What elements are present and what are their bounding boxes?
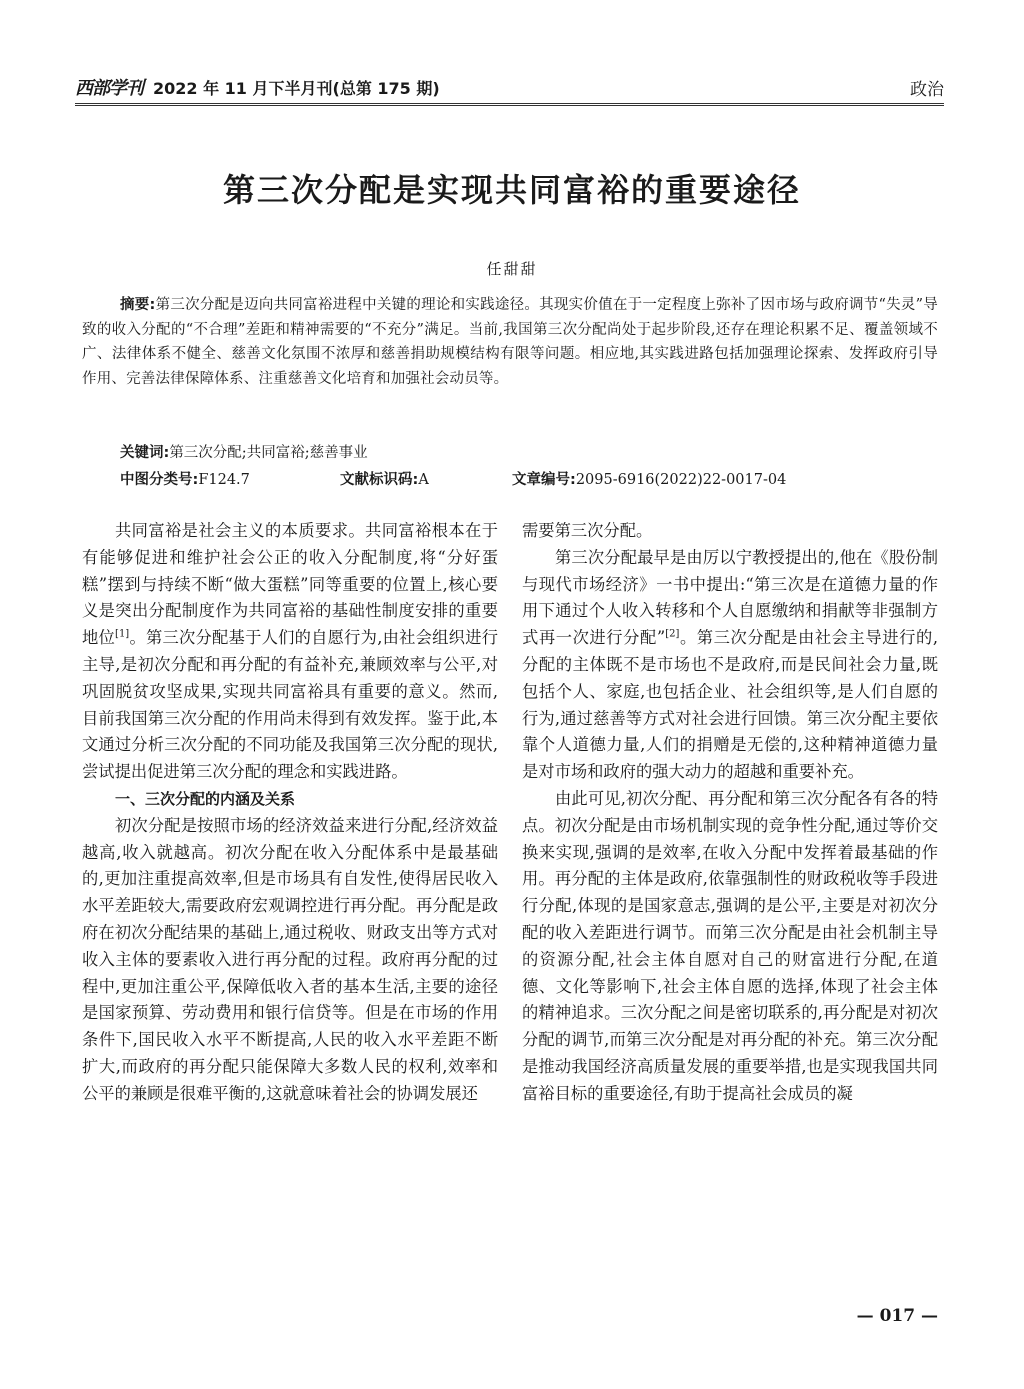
article-number-label: 文章编号: bbox=[512, 472, 576, 488]
article-author: 任甜甜 bbox=[486, 260, 538, 278]
body-column-right bbox=[522, 518, 938, 1108]
section-heading: 一、三次分配的内涵及关系 bbox=[115, 789, 296, 808]
abstract-text: 第三次分配是迈向共同富裕进程中关键的理论和实践途径。其现实价值在于一定程度上弥补了因市场与政府调节“失灵”导致的收入分配的“不合理”差距和精神需要的“不充分”满足。当前,我国第三次分配尚处于起步阶段,还存在理论积累不足、覆盖领域不广、法律体系不健全、慈善文化氛围不浓厚和慈善捐助规模结构有限等问题。相应地,其实践进路包括加强理论探索、发挥政府引导作用、完善法律保障体系、注重慈善文化培育和加强社会动员等。 bbox=[82, 297, 938, 387]
citation-ref: [2] bbox=[665, 628, 680, 640]
clc-value: F124.7 bbox=[198, 472, 250, 488]
keywords-label: 关键词: bbox=[120, 445, 170, 461]
clc-code bbox=[120, 468, 250, 489]
paragraph-text: 。第三次分配是由社会主导进行的,分配的主体既不是市场也不是政府,而是民间社会力量,既包括个人、家庭,也包括企业、社会组织等,是人们自愿的行为,通过慈善等方式对社会进行回馈。第三次分配主要依靠个人道德力量,人们的捐赠是无偿的,这种精神道德力量是对市场和政府的强大动力的超越和重要补充。 bbox=[522, 628, 939, 782]
article-title: 第三次分配是实现共同富裕的重要途径 bbox=[222, 171, 801, 209]
abstract-label: 摘要: bbox=[120, 297, 156, 313]
paragraph bbox=[82, 518, 498, 786]
keywords bbox=[120, 441, 368, 462]
page-number: — 017 — bbox=[856, 1306, 938, 1326]
classification-line bbox=[120, 468, 920, 492]
issue-info: 2022 年 11 月下半月刊(总第 175 期) bbox=[153, 79, 440, 98]
paragraph bbox=[522, 545, 938, 786]
running-header bbox=[75, 74, 944, 100]
body-column-left bbox=[82, 518, 498, 1108]
journal-logo: 西部学刊 bbox=[75, 78, 143, 99]
article-number bbox=[512, 468, 786, 489]
keywords-text: 第三次分配;共同富裕;慈善事业 bbox=[169, 445, 368, 461]
paragraph-continuation: 需要第三次分配。 bbox=[522, 521, 653, 540]
section-label: 政治 bbox=[910, 80, 944, 100]
doc-label: 文献标识码: bbox=[340, 472, 419, 488]
clc-label: 中图分类号: bbox=[120, 472, 199, 488]
abstract bbox=[82, 293, 938, 391]
doc-value: A bbox=[418, 472, 429, 488]
paragraph: 初次分配是按照市场的经济效益来进行分配,经济效益越高,收入就越高。初次分配在收入分配体系中是最基础的,更加注重提高效率,但是市场具有自发性,使得居民收入水平差距较大,需要政府宏观调控进行再分配。再分配是政府在初次分配结果的基础上,通过税收、财政支出等方式对收入主体的要素收入进行再分配的过程。政府再分配的过程中,更加注重公平,保障低收入者的基本生活,主要的途径是国家预算、劳动费用和银行信贷等。但是在市场的作用条件下,国民收入水平不断提高,人民的收入水平差距不断扩大,而政府的再分配只能保障大多数人民的权利,效率和公平的兼顾是很难平衡的,这就意味着社会的协调发展还 bbox=[82, 815, 498, 1103]
paragraph-text: 共同富裕是社会主义的本质要求。共同富裕根本在于有能够促进和维护社会公正的收入分配制度,将“分好蛋糕”摆到与持续不断“做大蛋糕”同等重要的位置上,核心要义是突出分配制度作为共同富裕的基础性制度安排的重要地位 bbox=[82, 521, 498, 648]
paragraph-text: 。第三次分配基于人们的自愿行为,由社会组织进行主导,是初次分配和再分配的有益补充,兼顾效率与公平,对巩固脱贫攻坚成果,实现共同富裕具有重要的意义。然而,目前我国第三次分配的作用尚未得到有效发挥。鉴于此,本文通过分析三次分配的不同功能及我国第三次分配的现状,尝试提出促进第三次分配的理念和实践进路。 bbox=[82, 628, 498, 782]
paragraph-text: 第三次分配最早是由厉以宁教授提出的,他在《股份制与现代市场经济》一书中提出:“第三次是在道德力量的作用下通过个人收入转移和个人自愿缴纳和捐献等非强制方式再一次进行分配” bbox=[522, 547, 938, 648]
header-divider bbox=[75, 103, 944, 106]
paragraph: 由此可见,初次分配、再分配和第三次分配各有各的特点。初次分配是由市场机制实现的竞争性分配,通过等价交换来实现,强调的是效率,在收入分配中发挥着最基础的作用。再分配的主体是政府,依靠强制性的财政税收等手段进行分配,体现的是国家意志,强调的是公平,主要是对初次分配的收入差距进行调节。而第三次分配是由社会机制主导的资源分配,社会主体自愿对自己的财富进行分配,在道德、文化等影响下,社会主体自愿的选择,体现了社会主体的精神追求。三次分配之间是密切联系的,再分配是对初次分配的调节,而第三次分配是对再分配的补充。第三次分配是推动我国经济高质量发展的重要举措,也是实现我国共同富裕目标的重要途径,有助于提高社会成员的凝 bbox=[522, 788, 938, 1103]
document-code bbox=[340, 468, 429, 489]
citation-ref: [1] bbox=[115, 628, 130, 640]
article-number-value: 2095-6916(2022)22-0017-04 bbox=[575, 472, 787, 488]
